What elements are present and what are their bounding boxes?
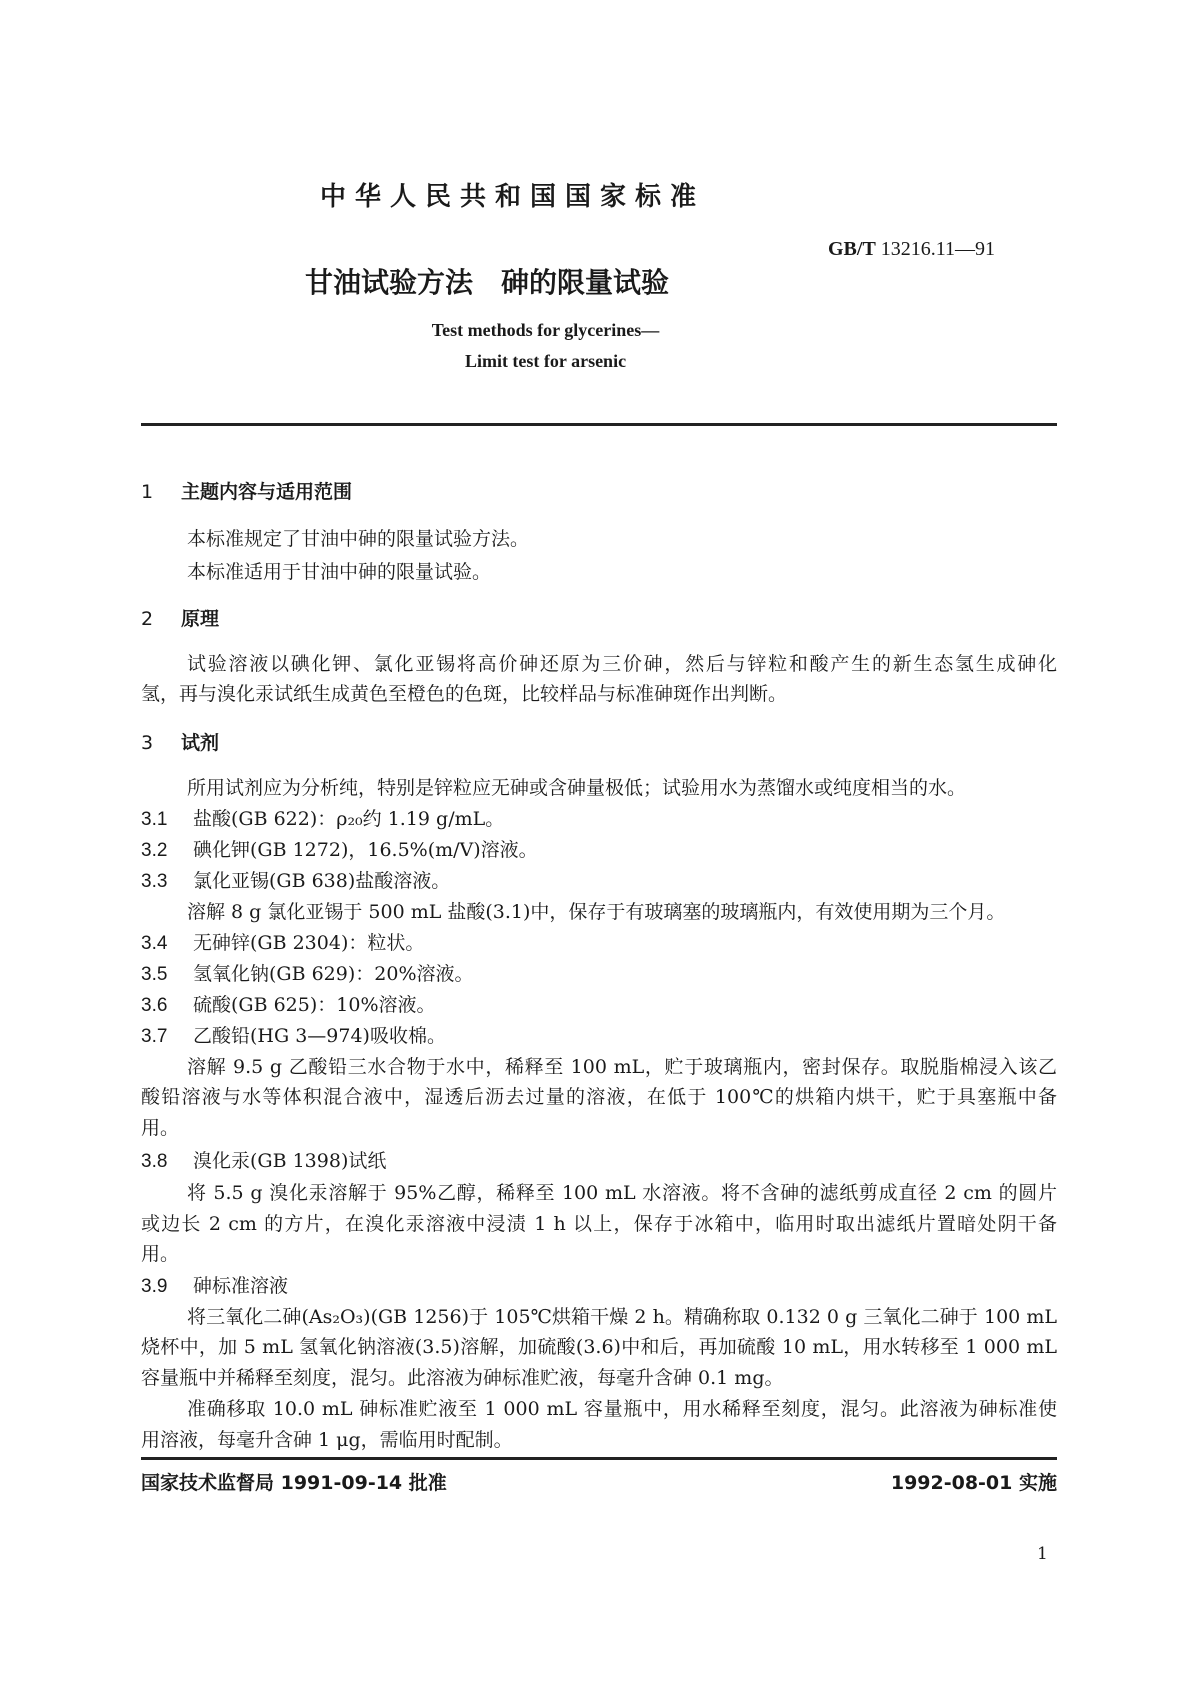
- item-3-9: [141, 1274, 1057, 1299]
- paragraph-line: 将三氧化二砷(As₂O₃)(GB 1256)于 105℃烘箱干燥 2 h。精确称取 0.132 0 g 三氧化二砷于 100 mL: [187, 1306, 1057, 1328]
- item-number: 3.4: [141, 933, 168, 954]
- item-3-6: [141, 993, 1057, 1018]
- item-text: 硫酸(GB 625)：10%溶液。: [193, 994, 436, 1016]
- item-text: 砷标准溶液: [193, 1275, 289, 1297]
- item-3-1: [141, 807, 1057, 832]
- standard-code-number: 13216.11—91: [880, 238, 996, 260]
- implementation-date: 1992-08-01 实施: [890, 1472, 1057, 1494]
- paragraph-line: 溶解 9.5 g 乙酸铅三水合物于水中，稀释至 100 mL，贮于玻璃瓶内，密封保存。取脱脂棉浸入该乙: [187, 1056, 1057, 1078]
- item-text: 乙酸铅(HG 3—974)吸收棉。: [193, 1025, 446, 1047]
- paragraph-line: 用。: [141, 1243, 180, 1265]
- section-1-heading: [141, 480, 1057, 504]
- section-title: 试剂: [181, 732, 220, 754]
- english-title-line-2: Limit test for arsenic: [464, 351, 627, 371]
- national-standard-heading: 中华人民共和国国家标准: [320, 182, 706, 212]
- item-3-5: [141, 962, 1057, 987]
- paragraph: 本标准规定了甘油中砷的限量试验方法。: [187, 528, 530, 550]
- item-number: 3.3: [141, 871, 168, 892]
- section-title: 原理: [181, 608, 220, 630]
- item-3-8: [141, 1149, 1057, 1174]
- item-number: 3.9: [141, 1276, 168, 1297]
- page-number: 1: [1037, 1544, 1048, 1564]
- item-text: 碘化钾(GB 1272)，16.5%(m/V)溶液。: [193, 839, 538, 861]
- section-title: 主题内容与适用范围: [181, 481, 353, 503]
- document-title: 甘油试验方法 砷的限量试验: [305, 266, 670, 299]
- section-number: 3: [141, 732, 154, 754]
- item-number: 3.1: [141, 809, 168, 830]
- paragraph-line: 用。: [141, 1117, 180, 1139]
- item-text: 氢氧化钠(GB 629)：20%溶液。: [193, 963, 474, 985]
- paragraph-line: 溶解 8 g 氯化亚锡于 500 mL 盐酸(3.1)中，保存于有玻璃塞的玻璃瓶内，有效使用期为三个月。: [187, 901, 1006, 923]
- paragraph-line: 或边长 2 cm 的方片，在溴化汞溶液中浸渍 1 h 以上，保存于冰箱中，临用时取出滤纸片置暗处阴干备: [141, 1213, 1057, 1235]
- section-3-heading: [141, 731, 1057, 755]
- item-number: 3.7: [141, 1026, 168, 1047]
- item-3-4: [141, 931, 1057, 956]
- paragraph-line: 容量瓶中并稀释至刻度，混匀。此溶液为砷标准贮液，每毫升含砷 0.1 mg。: [141, 1367, 784, 1389]
- item-text: 溴化汞(GB 1398)试纸: [193, 1150, 387, 1172]
- section-number: 1: [141, 481, 154, 503]
- item-text: 氯化亚锡(GB 638)盐酸溶液。: [193, 870, 451, 892]
- paragraph-line: 烧杯中，加 5 mL 氢氧化钠溶液(3.5)溶解，加硫酸(3.6)中和后，再加硫酸 10 mL，用水转移至 1 000 mL: [141, 1336, 1057, 1358]
- section-2-heading: [141, 607, 1057, 631]
- item-3-2: [141, 838, 1057, 863]
- standard-code: [828, 238, 995, 261]
- paragraph-line: 准确移取 10.0 mL 砷标准贮液至 1 000 mL 容量瓶中，用水稀释至刻度，混匀。此溶液为砷标准使: [187, 1398, 1057, 1420]
- item-text: 无砷锌(GB 2304)：粒状。: [193, 932, 425, 954]
- item-3-3: [141, 869, 1057, 894]
- item-number: 3.5: [141, 964, 168, 985]
- paragraph: 本标准适用于甘油中砷的限量试验。: [187, 561, 492, 583]
- item-number: 3.8: [141, 1151, 168, 1172]
- paragraph-line: 酸铅溶液与水等体积混合液中，湿透后沥去过量的溶液，在低于 100℃的烘箱内烘干，贮于具塞瓶中备: [141, 1086, 1057, 1108]
- item-text: 盐酸(GB 622)：ρ₂₀约 1.19 g/mL。: [193, 808, 505, 830]
- paragraph-line: 将 5.5 g 溴化汞溶解于 95%乙醇，稀释至 100 mL 水溶液。将不含砷的滤纸剪成直径 2 cm 的圆片: [187, 1182, 1057, 1204]
- section-number: 2: [141, 608, 154, 630]
- item-number: 3.6: [141, 995, 168, 1016]
- approval-date: 国家技术监督局 1991-09-14 批准: [141, 1472, 447, 1494]
- footer-divider: [141, 1457, 1057, 1460]
- paragraph-line: 用溶液，每毫升含砷 1 μg，需临用时配制。: [141, 1429, 513, 1451]
- paragraph-line: 氢，再与溴化汞试纸生成黄色至橙色的色斑，比较样品与标准砷斑作出判断。: [141, 683, 788, 705]
- english-title-line-1: Test methods for glycerines—: [431, 320, 660, 340]
- header-divider: [141, 423, 1057, 426]
- item-number: 3.2: [141, 840, 168, 861]
- standard-code-prefix: GB/T: [828, 238, 876, 260]
- item-3-7: [141, 1024, 1057, 1049]
- paragraph: 所用试剂应为分析纯，特别是锌粒应无砷或含砷量极低；试验用水为蒸馏水或纯度相当的水。: [187, 777, 967, 799]
- paragraph-line: 试验溶液以碘化钾、氯化亚锡将高价砷还原为三价砷，然后与锌粒和酸产生的新生态氢生成砷化: [187, 653, 1057, 675]
